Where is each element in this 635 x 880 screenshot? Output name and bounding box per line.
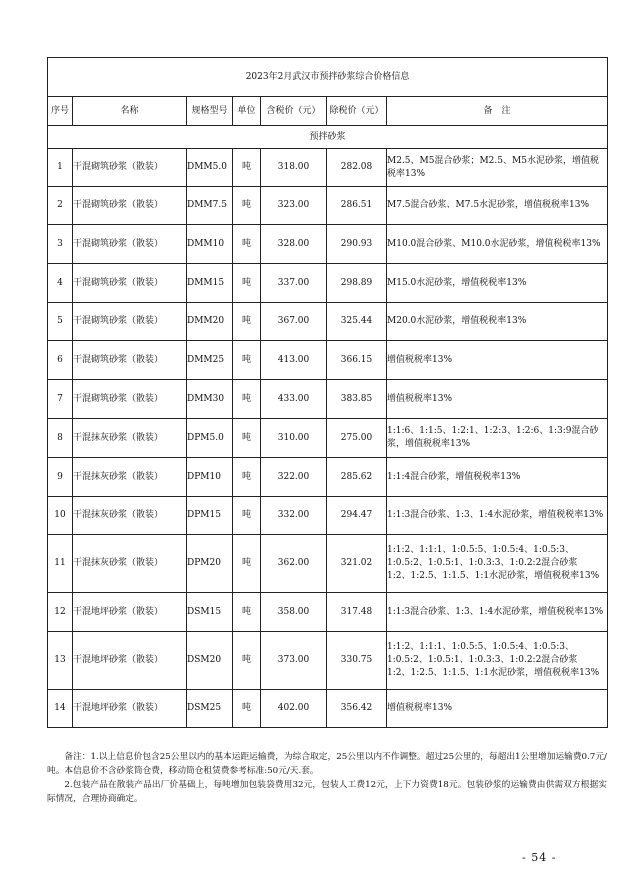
row-spec: DSM25 xyxy=(187,690,233,728)
row-spec: DPM20 xyxy=(187,535,233,593)
row-no: 2 xyxy=(48,187,73,225)
table-title: 2023年2月武汉市预拌砂浆综合价格信息 xyxy=(48,58,608,97)
row-tax-incl: 433.00 xyxy=(261,380,327,419)
header-no: 序号 xyxy=(48,97,73,126)
table-title-row xyxy=(48,58,608,97)
table-row xyxy=(48,303,608,341)
row-spec: DPM15 xyxy=(187,497,233,535)
row-spec: DMM20 xyxy=(187,303,233,341)
table-row xyxy=(48,264,608,303)
header-tax-incl: 含税价（元） xyxy=(261,97,327,126)
row-tax-incl: 413.00 xyxy=(261,341,327,380)
row-unit: 吨 xyxy=(233,341,261,380)
row-name: 干混砌筑砂浆（散装） xyxy=(73,380,187,419)
row-note: M10.0混合砂浆、M10.0水泥砂浆，增值税税率13% xyxy=(387,225,608,264)
row-unit: 吨 xyxy=(233,535,261,593)
row-no: 11 xyxy=(48,535,73,593)
row-name: 干混地坪砂浆（散装） xyxy=(73,593,187,632)
row-note: 1:1:3混合砂浆、1:3、1:4水泥砂浆，增值税税率13% xyxy=(387,593,608,632)
row-unit: 吨 xyxy=(233,458,261,497)
row-tax-incl: 337.00 xyxy=(261,264,327,303)
row-tax-excl: 286.51 xyxy=(327,187,387,225)
category-label: 预拌砂浆 xyxy=(48,126,608,149)
table-row xyxy=(48,419,608,458)
row-tax-incl: 332.00 xyxy=(261,497,327,535)
header-tax-excl: 除税价（元） xyxy=(327,97,387,126)
table-row xyxy=(48,380,608,419)
row-tax-incl: 362.00 xyxy=(261,535,327,593)
note-paragraph-2: 2.包装产品在散装产品出厂价基础上，每吨增加包装袋费用32元，包装人工费12元，上下力资费18元。包装砂浆的运输费由供需双方根据实际情况，合理协商确定。 xyxy=(47,780,607,804)
row-tax-excl: 285.62 xyxy=(327,458,387,497)
header-note: 备 注 xyxy=(387,97,608,126)
row-tax-excl: 275.00 xyxy=(327,419,387,458)
header-spec: 规格型号 xyxy=(187,97,233,126)
row-spec: DSM15 xyxy=(187,593,233,632)
row-no: 4 xyxy=(48,264,73,303)
row-no: 6 xyxy=(48,341,73,380)
row-unit: 吨 xyxy=(233,303,261,341)
header-unit: 单位 xyxy=(233,97,261,126)
row-unit: 吨 xyxy=(233,690,261,728)
row-tax-incl: 323.00 xyxy=(261,187,327,225)
table-row xyxy=(48,225,608,264)
row-unit: 吨 xyxy=(233,264,261,303)
row-no: 13 xyxy=(48,632,73,690)
row-note: M15.0水泥砂浆，增值税税率13% xyxy=(387,264,608,303)
header-name: 名称 xyxy=(73,97,187,126)
row-note: 1:1:2、1:1:1、1:0.5:5、1:0.5:4、1:0.5:3、1:0.5:2、1:0.5:1、1:0.3:3、1:0.2:2混合砂浆 1:2、1:2.5、1:1.5、1:1水泥砂浆，增值税税率13% xyxy=(387,632,608,690)
row-tax-excl: 325.44 xyxy=(327,303,387,341)
row-unit: 吨 xyxy=(233,149,261,187)
row-name: 干混砌筑砂浆（散装） xyxy=(73,341,187,380)
table-row xyxy=(48,632,608,690)
row-unit: 吨 xyxy=(233,497,261,535)
row-tax-incl: 358.00 xyxy=(261,593,327,632)
row-tax-excl: 298.89 xyxy=(327,264,387,303)
row-unit: 吨 xyxy=(233,632,261,690)
row-name: 干混地坪砂浆（散装） xyxy=(73,632,187,690)
row-spec: DMM5.0 xyxy=(187,149,233,187)
table-row xyxy=(48,535,608,593)
row-no: 1 xyxy=(48,149,73,187)
notes-section xyxy=(47,750,607,806)
page-number: - 54 - xyxy=(522,851,557,864)
row-spec: DMM7.5 xyxy=(187,187,233,225)
row-tax-excl: 383.85 xyxy=(327,380,387,419)
row-name: 干混抹灰砂浆（散装） xyxy=(73,419,187,458)
note-paragraph-1: 备注：1.以上信息价包含25公里以内的基本运距运输费，为综合取定，25公里以内不作调整。超过25公里的，每超出1公里增加运输费0.7元/吨。本信息价不含砂浆筒仓费，移动筒仓租赁费参考标准:50元/天.套。 xyxy=(47,752,607,776)
row-tax-excl: 294.47 xyxy=(327,497,387,535)
row-name: 干混砌筑砂浆（散装） xyxy=(73,264,187,303)
row-no: 7 xyxy=(48,380,73,419)
row-note: M20.0水泥砂浆，增值税税率13% xyxy=(387,303,608,341)
row-name: 干混抹灰砂浆（散装） xyxy=(73,458,187,497)
row-tax-incl: 373.00 xyxy=(261,632,327,690)
row-tax-excl: 330.75 xyxy=(327,632,387,690)
row-name: 干混抹灰砂浆（散装） xyxy=(73,497,187,535)
row-note: 1:1:6、1:1:5、1:2:1、1:2:3、1:2:6、1:3:9混合砂浆，增值税税率13% xyxy=(387,419,608,458)
category-row xyxy=(48,126,608,149)
row-no: 8 xyxy=(48,419,73,458)
row-tax-excl: 321.02 xyxy=(327,535,387,593)
table-row xyxy=(48,341,608,380)
row-spec: DMM15 xyxy=(187,264,233,303)
row-spec: DPM10 xyxy=(187,458,233,497)
row-name: 干混砌筑砂浆（散装） xyxy=(73,149,187,187)
row-unit: 吨 xyxy=(233,187,261,225)
row-spec: DSM20 xyxy=(187,632,233,690)
table-row xyxy=(48,593,608,632)
row-tax-excl: 317.48 xyxy=(327,593,387,632)
row-spec: DMM25 xyxy=(187,341,233,380)
row-no: 12 xyxy=(48,593,73,632)
row-name: 干混抹灰砂浆（散装） xyxy=(73,535,187,593)
row-tax-incl: 322.00 xyxy=(261,458,327,497)
row-tax-incl: 402.00 xyxy=(261,690,327,728)
table-row xyxy=(48,458,608,497)
row-no: 14 xyxy=(48,690,73,728)
row-unit: 吨 xyxy=(233,593,261,632)
row-spec: DPM5.0 xyxy=(187,419,233,458)
row-tax-excl: 366.15 xyxy=(327,341,387,380)
row-tax-incl: 310.00 xyxy=(261,419,327,458)
row-name: 干混砌筑砂浆（散装） xyxy=(73,225,187,264)
row-note: 1:1:2、1:1:1、1:0.5:5、1:0.5:4、1:0.5:3、1:0.5:2、1:0.5:1、1:0.3:3、1:0.2:2混合砂浆 1:2、1:2.5、1:1.5、1:1水泥砂浆，增值税税率13% xyxy=(387,535,608,593)
table-row xyxy=(48,497,608,535)
table-row xyxy=(48,187,608,225)
row-tax-incl: 367.00 xyxy=(261,303,327,341)
row-note: 增值税税率13% xyxy=(387,341,608,380)
row-tax-excl: 290.93 xyxy=(327,225,387,264)
row-note: 1:1:3混合砂浆、1:3、1:4水泥砂浆，增值税税率13% xyxy=(387,497,608,535)
row-tax-excl: 356.42 xyxy=(327,690,387,728)
row-tax-incl: 328.00 xyxy=(261,225,327,264)
row-no: 10 xyxy=(48,497,73,535)
row-note: M7.5混合砂浆、M7.5水泥砂浆，增值税税率13% xyxy=(387,187,608,225)
row-name: 干混地坪砂浆（散装） xyxy=(73,690,187,728)
row-note: M2.5、M5混合砂浆；M2.5、M5水泥砂浆，增值税税率13% xyxy=(387,149,608,187)
row-tax-excl: 282.08 xyxy=(327,149,387,187)
table-row xyxy=(48,690,608,728)
row-name: 干混砌筑砂浆（散装） xyxy=(73,187,187,225)
row-note: 增值税税率13% xyxy=(387,690,608,728)
row-spec: DMM30 xyxy=(187,380,233,419)
table-header-row xyxy=(48,97,608,126)
table-row xyxy=(48,149,608,187)
row-tax-incl: 318.00 xyxy=(261,149,327,187)
row-unit: 吨 xyxy=(233,225,261,264)
row-spec: DMM10 xyxy=(187,225,233,264)
price-table xyxy=(47,57,608,728)
row-note: 增值税税率13% xyxy=(387,380,608,419)
row-unit: 吨 xyxy=(233,380,261,419)
row-note: 1:1:4混合砂浆，增值税税率13% xyxy=(387,458,608,497)
row-unit: 吨 xyxy=(233,419,261,458)
row-name: 干混砌筑砂浆（散装） xyxy=(73,303,187,341)
row-no: 3 xyxy=(48,225,73,264)
row-no: 9 xyxy=(48,458,73,497)
row-no: 5 xyxy=(48,303,73,341)
